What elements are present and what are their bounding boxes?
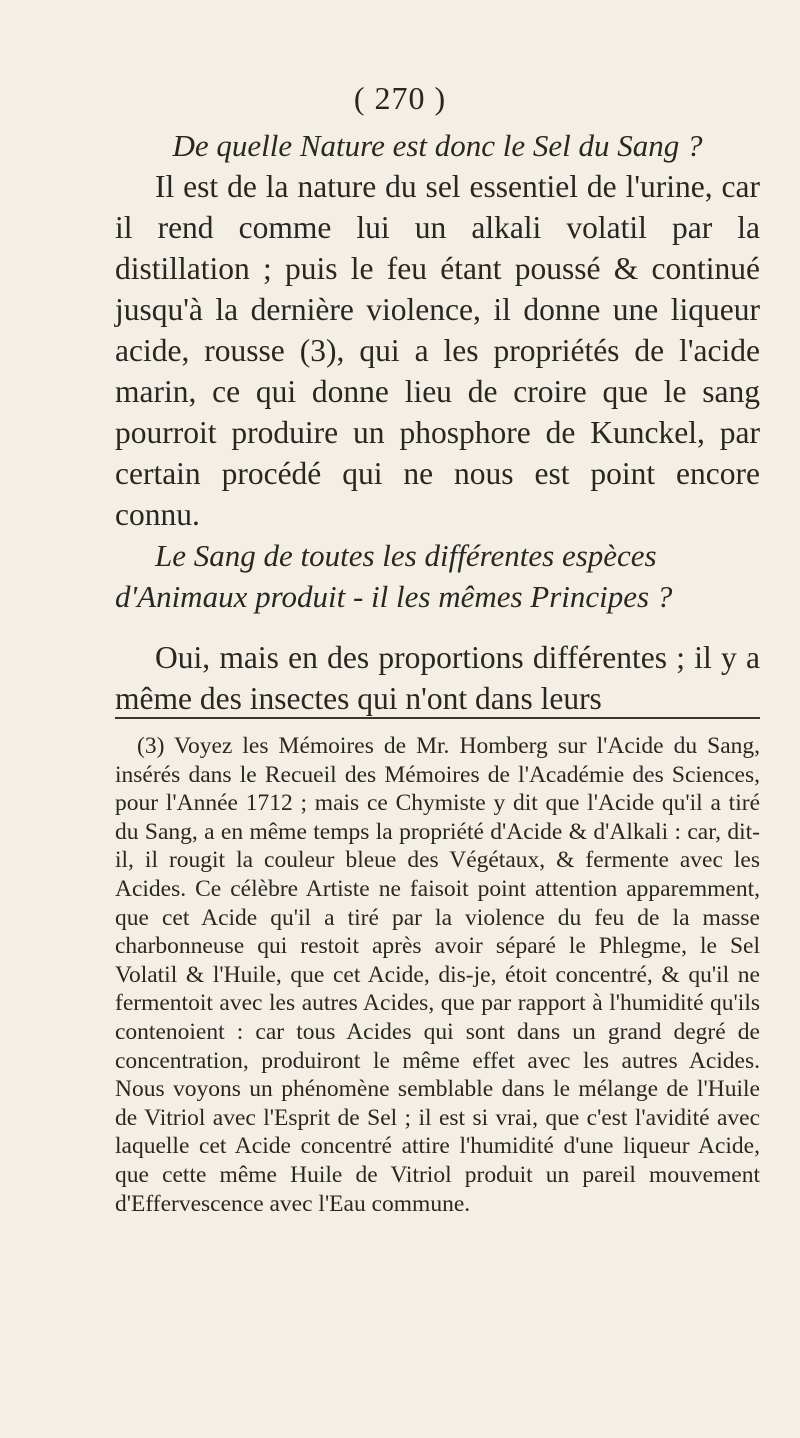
page-header (0, 80, 800, 117)
section-answer: Il est de la nature du sel essentiel de l'urine, car il rend comme lui un alkali volatil par la distillation ; puis le feu étant poussé & continué jusqu'à la dernière violence, il donne une liqueur acide, rousse (3), qui a les propriétés de l'acide marin, ce qui donne lieu de croire que le sang pourroit produire un phosphore de Kunckel, par certain procédé qui ne nous est point encore connu. (115, 169, 760, 532)
section-sang-des-animaux (115, 535, 760, 617)
section-question: Le Sang de toutes les différentes espèces d'Animaux produit - il les mêmes Principes ? (115, 538, 673, 614)
section-sel-du-sang (115, 125, 760, 535)
section-question: De quelle Nature est donc le Sel du Sang ? (172, 128, 703, 163)
section-answer-block (115, 637, 760, 719)
footnote: (3) Voyez les Mémoires de Mr. Homberg sur l'Acide du Sang, insérés dans le Recueil des Mémoires de l'Académie des Sciences, pour l'Année 1712 ; mais ce Chymiste y dit que l'Acide qu'il a tiré du Sang, a en même temps la propriété d'Acide & d'Alkali : car, dit-il, il rougit la couleur bleue des Végétaux, & fermente avec les Acides. Ce célèbre Artiste ne faisoit point attention apparemment, que cet Acide qu'il a tiré par la violence du feu de la masse charbonneuse qui restoit après avoir séparé le Phlegme, le Sel Volatil & l'Huile, que cet Acide, dis-je, étoit concentré, & qu'il ne fermentoit avec les autres Acides, que par rapport à l'humidité qu'ils contenoient : car tous Acides qui sont dans un grand degré de concentration, produiront le même effet avec les autres Acides. Nous voyons un phénomène semblable dans le mélange de l'Huile de Vitriol avec l'Esprit de Sel ; il est si vrai, que c'est l'avidité avec laquelle cet Acide concentré attire l'humidité d'une liqueur Acide, que cette même Huile de Vitriol produit un pareil mouvement d'Effervescence avec l'Eau commune. (115, 733, 760, 1217)
page-number: ( 270 ) (353, 80, 447, 116)
footnote-divider (115, 717, 760, 719)
section-answer: Oui, mais en des proportions différentes ; il y a même des insectes qui n'ont dans leurs (115, 640, 760, 716)
